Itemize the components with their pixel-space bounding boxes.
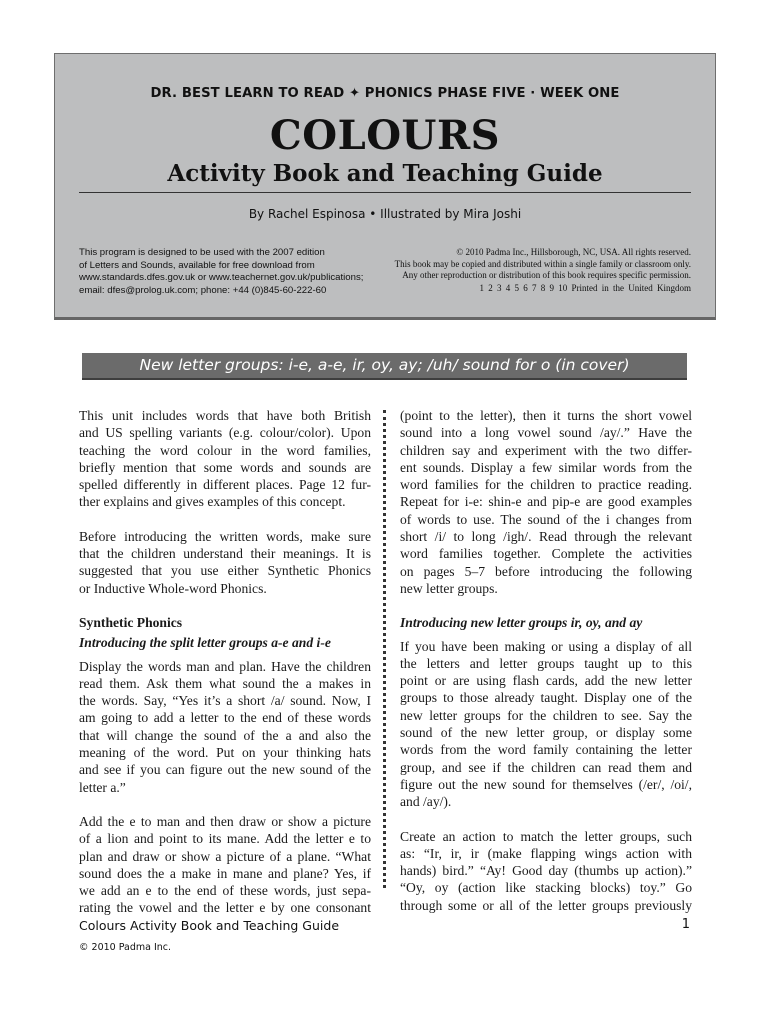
- section-banner-text: New letter groups: i-e, a-e, ir, oy, ay; /uh/ sound for o (in cover): [139, 356, 630, 374]
- program-line: This program is designed to be used with the 2007 edition: [79, 247, 325, 258]
- series-title: DR. BEST LEARN TO READ ✦ PHONICS PHASE FIVE · WEEK ONE: [150, 86, 620, 101]
- text-line: of a lion and point to its mane. Add the letter e to: [79, 831, 371, 847]
- section-subheading: Introducing the split letter groups a-e and i-e: [79, 635, 331, 651]
- text-line: word families for the children to practice reading.: [400, 477, 692, 493]
- text-line: Create an action to match the letter groups, such: [400, 828, 692, 844]
- text-line: word families together. Complete the activities: [400, 546, 692, 562]
- text-line: meaning of the word. Put on your thinking hats: [79, 745, 371, 761]
- text-line: (point to the letter), then it turns the short vowel: [400, 408, 692, 423]
- text-line: point or are using flash cards, add the new letter: [400, 673, 692, 689]
- program-line: email: dfes@prolog.uk.com; phone: +44 (0)845-60-222-60: [79, 284, 327, 296]
- text-line: teaching the word colour in the word families,: [79, 442, 371, 458]
- text-line: Add the e to man and then draw or show a picture: [79, 813, 371, 829]
- text-line: we add an e to the end of these words, just sepa-: [79, 883, 371, 899]
- header-rule: [79, 192, 691, 193]
- rights-note: [361, 247, 691, 282]
- text-line: groups to those already taught. Display one of the: [400, 690, 692, 706]
- left-column: [79, 407, 371, 917]
- text-line: This unit includes words that have both British: [79, 408, 371, 423]
- section-banner: [82, 353, 687, 380]
- section-heading: Synthetic Phonics: [79, 614, 183, 630]
- print-line: 1 2 3 4 5 6 7 8 9 10 Printed in the United Kingdom: [479, 283, 691, 293]
- rights-line: This book may be copied and distributed within a single family or classroom only.: [394, 258, 691, 269]
- text-line: ther explains and gives examples of this concept.: [79, 494, 346, 510]
- byline: By Rachel Espinosa • Illustrated by Mira Joshi: [248, 207, 522, 221]
- text-line: through some or all of the letter groups previously: [400, 897, 692, 913]
- text-line: sound does the a make in mane and plane? Yes, if: [79, 865, 371, 881]
- program-line: www.standards.dfes.gov.uk or www.teachernet.gov.uk/publications;: [79, 272, 364, 284]
- text-line: and see if you can figure out the new sound of the: [79, 762, 371, 778]
- text-line: sound into a long vowel sound /ay/.” Have the: [400, 425, 692, 441]
- text-line: Repeat for i-e: shin-e and pip-e are good examples: [400, 494, 692, 510]
- text-line: and /ay/).: [400, 794, 452, 810]
- footer-title: Colours Activity Book and Teaching Guide: [79, 918, 340, 933]
- text-line: new letter groups.: [400, 580, 498, 596]
- text-line: children say and experiment with the two differ-: [400, 442, 692, 458]
- text-line: that the children understand their meanings. It is: [79, 546, 371, 562]
- text-line: of words to use. The sound of the i changes from: [400, 511, 692, 527]
- book-title: COLOURS: [269, 112, 501, 159]
- text-line: plan and draw or show a picture of a plane. “What: [79, 848, 371, 864]
- program-line: of Letters and Sounds, available for free download from: [79, 259, 315, 271]
- text-line: as: “Ir, ir, ir (make flapping wings action with: [400, 845, 692, 861]
- text-line: the letters and letter groups taught up to this: [400, 655, 692, 671]
- text-line: briefly mention that some words and sounds are: [79, 459, 371, 475]
- rights-line: © 2010 Padma Inc., Hillsborough, NC, USA. All rights reserved.: [456, 247, 691, 257]
- text-line: Display the words man and plan. Have the children: [79, 658, 371, 674]
- text-line: am going to add a letter to the end of these words: [79, 710, 371, 726]
- text-line: or Inductive Whole-word Phonics.: [79, 580, 267, 596]
- text-line: figure out the new sound for themselves (/er/, /oi/,: [400, 776, 692, 792]
- text-line: ent sounds. Display a few similar words from the: [400, 459, 692, 475]
- rights-line: Any other reproduction or distribution of this book requires specific permission.: [402, 270, 691, 280]
- text-line: suggested that you use either Synthetic Phonics: [79, 563, 371, 579]
- text-line: hands) bird.” “Ay! Good day (thumbs up action).”: [400, 863, 692, 879]
- text-line: and US spelling variants (e.g. colour/color). Upon: [79, 425, 371, 441]
- text-line: If you have been making or using a display of all: [400, 638, 692, 654]
- program-note: [79, 247, 379, 297]
- text-line: read them. Ask them what sound the a makes in: [79, 675, 371, 691]
- column-divider: [383, 410, 386, 888]
- text-line: the words. Say, “Yes it’s a short /a/ sound. Now, I: [79, 693, 371, 709]
- text-line: short /i/ to long /igh/. Read through the relevant: [400, 529, 692, 545]
- text-line: that will change the sound of the a and also the: [79, 727, 371, 743]
- footer-copyright: © 2010 Padma Inc.: [79, 942, 172, 953]
- text-line: new letter groups for the children to see. Say the: [400, 707, 692, 723]
- text-line: sound of the new letter group, or display some: [400, 725, 692, 741]
- book-subtitle: Activity Book and Teaching Guide: [167, 160, 603, 187]
- text-line: “Oy, oy (action like stacking blocks) toy.” Go: [400, 880, 692, 896]
- text-line: group, and see if the children can read them and: [400, 759, 692, 775]
- text-line: Before introducing the written words, make sure: [79, 528, 371, 544]
- text-line: on pages 5–7 before introducing the following: [400, 563, 692, 579]
- text-line: rating the vowel and the letter e by one consonant: [79, 900, 371, 916]
- text-line: words from the word family containing the letter: [400, 742, 692, 758]
- text-line: letter a.”: [79, 779, 126, 795]
- page-number: 1: [681, 917, 690, 932]
- text-line: spelled differently in different places. Page 12 fur-: [79, 477, 371, 493]
- right-column: [400, 407, 692, 914]
- cover-header: [54, 53, 716, 320]
- section-subheading: Introducing new letter groups ir, oy, and ay: [400, 615, 643, 631]
